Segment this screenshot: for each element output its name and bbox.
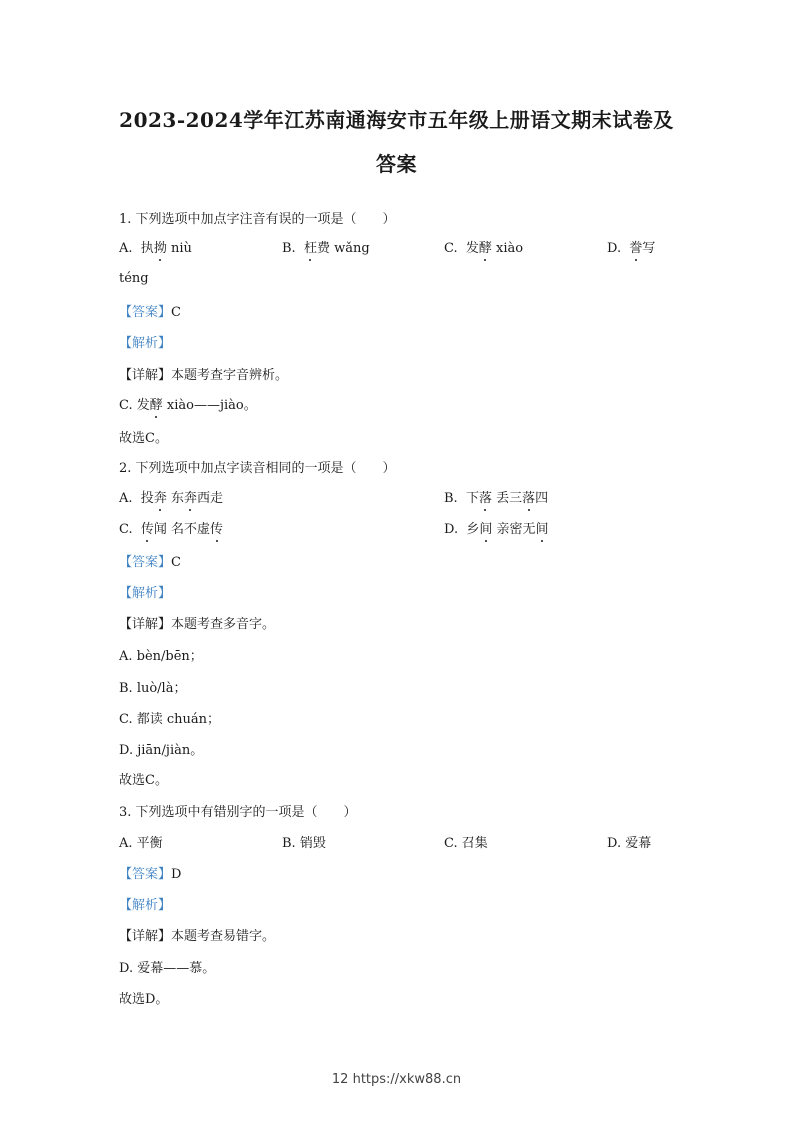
answer-tag: 【答案】 (119, 305, 172, 320)
q3-analysis-tag: 【解析】 (119, 898, 172, 913)
answer-tag: 【答案】 (119, 555, 172, 570)
emphasis-dot-char: 枉 (304, 237, 317, 256)
q2-explain-d: D. jiān/jiàn。 (119, 743, 204, 758)
emphasis-dot-char: 酵 (150, 394, 163, 413)
question-1-text: 1. 下列选项中加点字注音有误的一项是（ ） (119, 212, 396, 227)
q3-detail: 【详解】本题考查易错字。 (119, 929, 276, 944)
emphasis-dot-char: 间 (536, 518, 549, 537)
question-2-text: 2. 下列选项中加点字读音相同的一项是（ ） (119, 461, 396, 476)
q2-option-c: C. 传闻 名不虚传 (119, 518, 223, 537)
q3-option-a: A. 平衡 (119, 836, 163, 851)
emphasis-dot-char: 酵 (479, 237, 492, 256)
q3-correction: D. 爱幕——慕。 (119, 961, 216, 976)
emphasis-dot-char: 誊 (629, 237, 642, 256)
question-3-text: 3. 下列选项中有错别字的一项是（ ） (119, 805, 357, 820)
q2-explain-a: A. bèn/bēn； (119, 649, 203, 664)
q2-option-b: B. 下落 丢三落四 (444, 487, 548, 506)
q1-conclusion: 故选C。 (119, 431, 168, 446)
q2-detail: 【详解】本题考查多音字。 (119, 617, 276, 632)
q1-option-d: D. 誊写 (607, 237, 655, 256)
q1-option-b: B. 枉费 wǎng (282, 237, 370, 256)
emphasis-dot-char: 奔 (184, 487, 197, 506)
q2-conclusion: 故选C。 (119, 773, 168, 788)
page-footer: 12 https://xkw88.cn (331, 1072, 462, 1087)
q1-option-a: A. 执拗 niù (119, 237, 192, 256)
document-title-line1: 2023-2024学年江苏南通海安市五年级上册语文期末试卷及 (119, 108, 674, 132)
emphasis-dot-char: 传 (210, 518, 223, 537)
q2-option-d: D. 乡间 亲密无间 (444, 518, 549, 537)
q2-explain-c: C. 都读 chuán； (119, 712, 221, 727)
q2-answer: 【答案】C (119, 555, 181, 570)
q3-option-d: D. 爱幕 (607, 836, 652, 851)
q2-option-a: A. 投奔 东奔西走 (119, 487, 223, 506)
q1-option-d-continued: téng (119, 271, 149, 286)
emphasis-dot-char: 传 (141, 518, 154, 537)
emphasis-dot-char: 落 (522, 487, 535, 506)
q1-option-c: C. 发酵 xiào (444, 237, 523, 256)
document-title-line2: 答案 (376, 152, 417, 176)
emphasis-dot-char: 拗 (154, 237, 167, 256)
q3-option-c: C. 召集 (444, 836, 488, 851)
q3-answer: 【答案】D (119, 867, 182, 882)
q1-answer: 【答案】C (119, 305, 181, 320)
emphasis-dot-char: 落 (479, 487, 492, 506)
emphasis-dot-char: 间 (479, 518, 492, 537)
q1-analysis-tag: 【解析】 (119, 336, 172, 351)
answer-tag: 【答案】 (119, 867, 172, 882)
q2-analysis-tag: 【解析】 (119, 586, 172, 601)
q1-correction: C. 发酵 xiào——jiào。 (119, 394, 257, 413)
q3-option-b: B. 销毁 (282, 836, 326, 851)
q1-detail: 【详解】本题考查字音辨析。 (119, 368, 289, 383)
emphasis-dot-char: 奔 (154, 487, 167, 506)
q2-explain-b: B. luò/là； (119, 681, 187, 696)
q3-conclusion: 故选D。 (119, 992, 169, 1007)
